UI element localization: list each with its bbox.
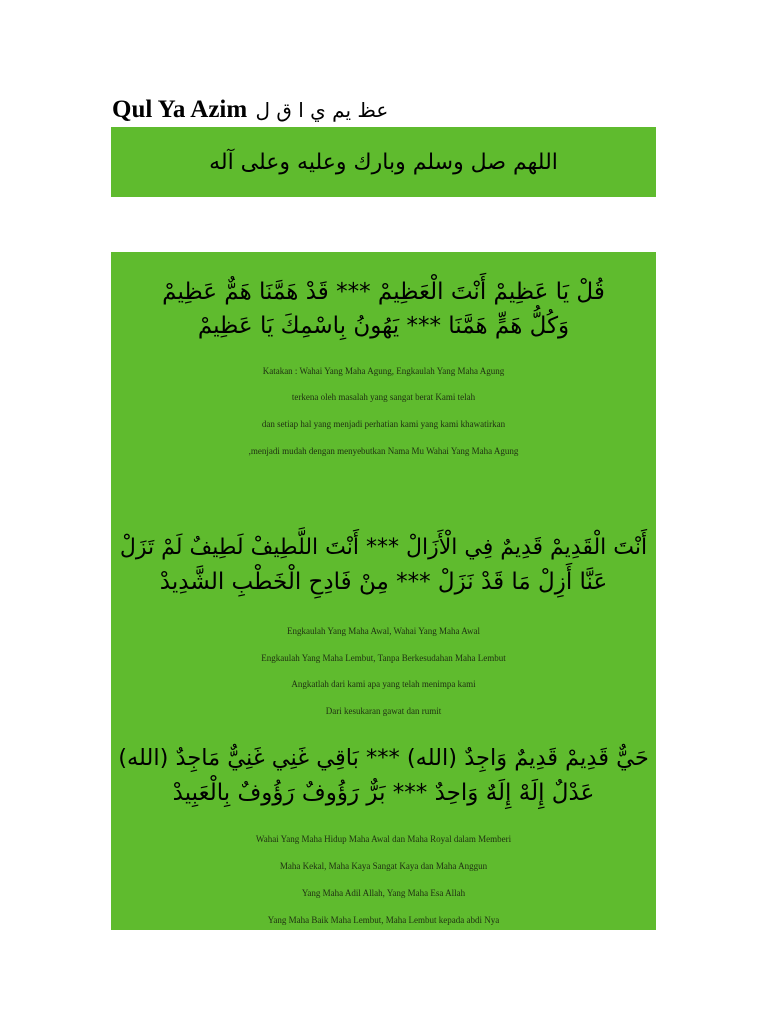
stanza-2-arabic-line-1: أَنْتَ الْقَدِيمْ قَدِيمٌ فِي الْأَزَالْ *** أَنْتَ اللَّطِيفْ لَطِيفٌ لَمْ تَزَلْ [119,535,648,560]
title-arabic: عظ يم ي ا ق ل [255,98,389,122]
stanza-2-translation-line-2: Engkaulah Yang Maha Lembut, Tanpa Berkesudahan Maha Lembut [261,653,506,663]
banner-text: اللهم صل وسلم وبارك وعليه وعلى آله [209,150,558,175]
stanza-3-translation-line-2: Maha Kekal, Maha Kaya Sangat Kaya dan Maha Anggun [279,861,488,871]
stanza-2-translation-line-4: Dari kesukaran gawat dan rumit [325,706,442,716]
stanza-1-translation-line-2: terkena oleh masalah yang sangat berat Kami telah [291,392,476,402]
stanza-1-arabic-line-2: وَكُلُّ هَمٍّ هَمَّنَا *** يَهُونُ بِاسْمِكَ يَا عَظِيمْ [197,313,570,339]
stanza-1-translation-line-4: ,menjadi mudah dengan menyebutkan Nama Mu Wahai Yang Maha Agung [248,446,519,456]
stanza-1-arabic-line-1: قُلْ يَا عَظِيمْ أَنْتَ الْعَظِيمْ *** قَدْ هَمَّنَا هَمٌّ عَظِيمْ [162,279,605,305]
stanza-1-translation-line-1: Katakan : Wahai Yang Maha Agung, Engkaulah Yang Maha Agung [262,366,505,376]
stanza-3-translation-line-1: Wahai Yang Maha Hidup Maha Awal dan Maha Royal dalam Memberi [255,834,512,844]
stanza-2-translation-line-1: Engkaulah Yang Maha Awal, Wahai Yang Maha Awal [287,626,480,636]
stanza-3-arabic-line-2: عَدْلٌ إِلَهْ إِلَهٌ وَاحِدٌ *** بَرٌّ رَؤُوفٌ رَؤُوفٌ بِالْعَبِيدْ [172,780,595,806]
stanza-3-arabic-line-1: حَيٌّ قَدِيمْ قَدِيمٌ وَاجِدٌ (الله) *** بَاقِي غَنِي غَنِيٌّ مَاجِدٌ (الله) [118,745,649,771]
stanza-2-translation-line-3: Angkatlah dari kami apa yang telah menimpa kami [291,679,476,689]
page-title [112,92,672,128]
stanza-3-translation-line-4: Yang Maha Baik Maha Lembut, Maha Lembut kepada abdi Nya [267,915,500,925]
qasida-panel [111,252,656,930]
title-latin: Qul Ya Azim [112,96,248,123]
stanza-2-arabic-line-2: عَنَّا أَزِلْ مَا قَدْ نَزَلْ *** مِنْ فَادِحِ الْخَطْبِ الشَّدِيدْ [159,569,608,595]
stanza-3-translation-line-3: Yang Maha Adil Allah, Yang Maha Esa Allah [301,888,466,898]
salawat-banner [111,127,656,197]
stanza-1-translation-line-3: dan setiap hal yang menjadi perhatian kami yang kami khawatirkan [261,419,506,429]
